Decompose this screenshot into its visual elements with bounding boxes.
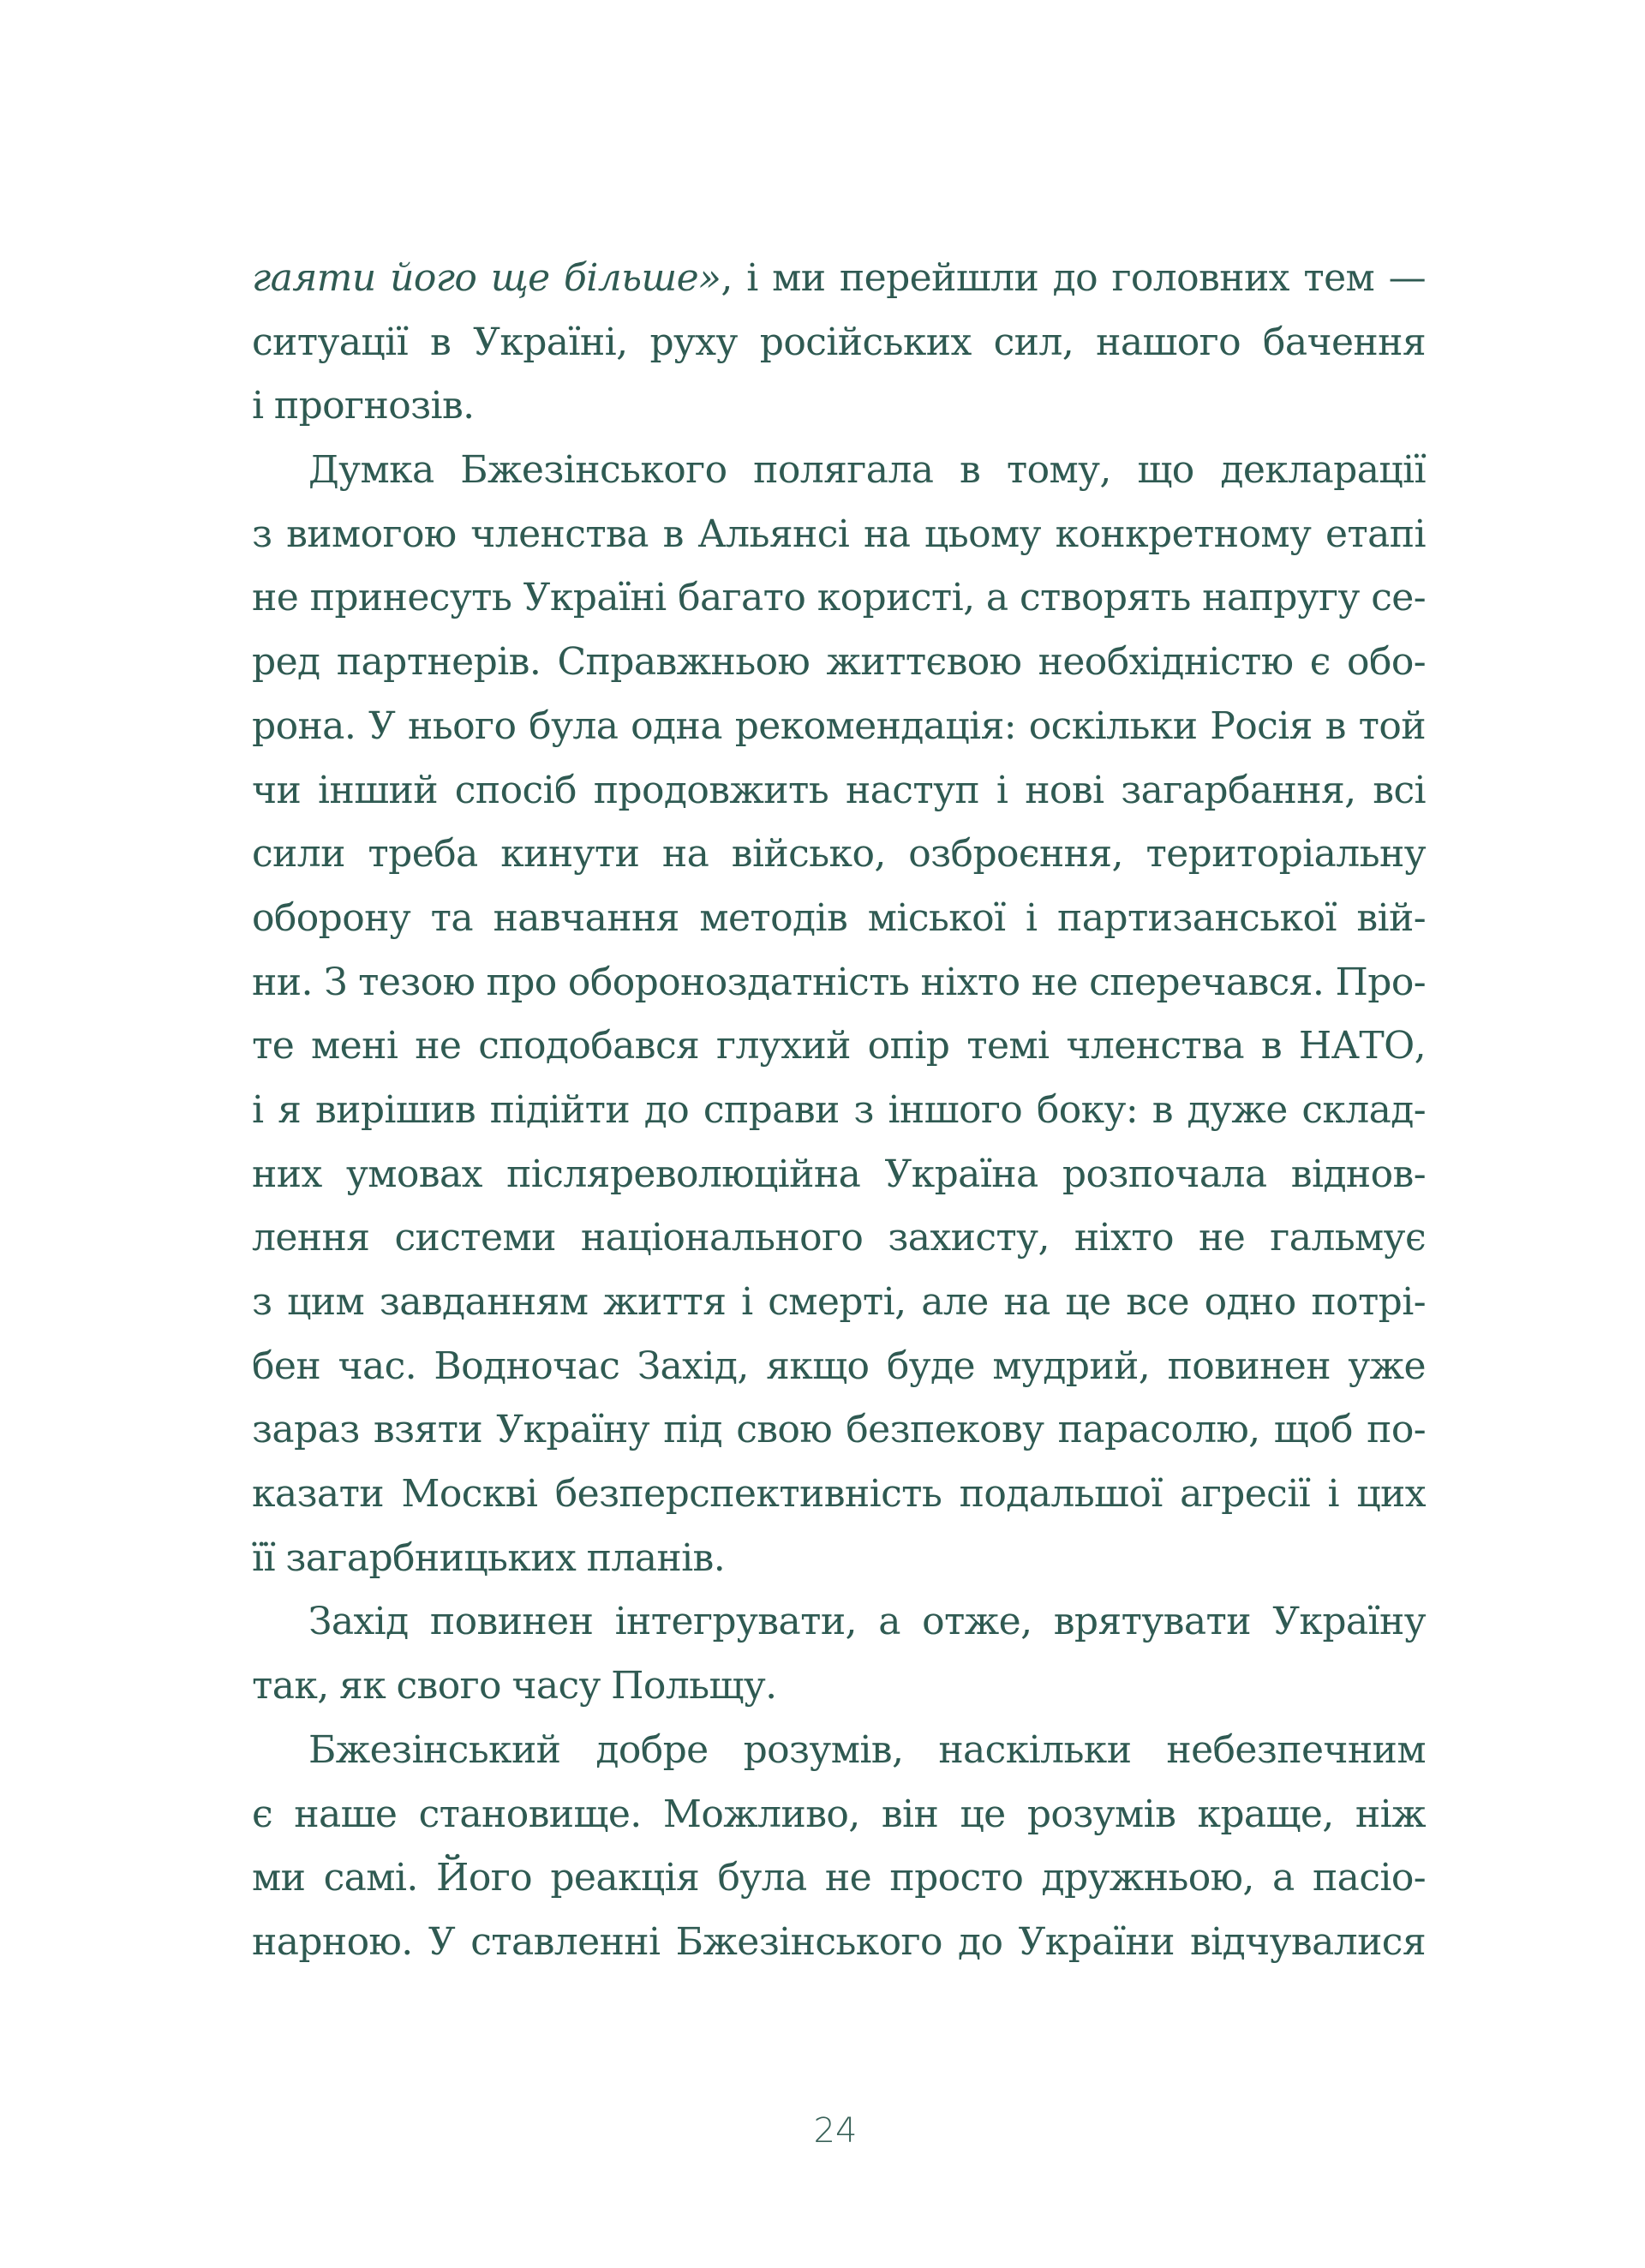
text-line: лення системи національного захисту, ніхто не гальмує (252, 1216, 1426, 1260)
text-line: гаяти його ще більше», і ми перейшли до головних тем — (252, 256, 1426, 300)
text-line: нарною. У ставленні Бжезінського до України відчувалися (252, 1919, 1426, 1964)
paragraph (252, 1719, 1426, 1975)
text-line: оборону та навчання методів міської і партизанської вій- (252, 895, 1426, 940)
text-line: те мені не сподобався глухий опір темі членства в НАТО, (252, 1024, 1426, 1068)
text-line: Бжезінський добре розумів, наскільки небезпечним (308, 1727, 1426, 1772)
italic-quote: гаяти його ще більше» (252, 256, 721, 300)
text-line: рона. У нього була одна рекомендація: оскільки Росія в той (252, 703, 1426, 748)
text-line: ситуації в Україні, руху російських сил, нашого бачення (252, 320, 1426, 364)
body-text (252, 247, 1426, 1975)
paragraph (252, 439, 1426, 1590)
text-line: з вимогою членства в Альянсі на цьому конкретному етапі (252, 512, 1426, 556)
text-line: ред партнерів. Справжньою життєвою необхідністю є обо- (252, 640, 1426, 685)
text-line: Думка Бжезінського полягала в тому, що декларації (308, 448, 1426, 493)
text-line: і прогнозів. (252, 384, 475, 428)
text-line: є наше становище. Можливо, він це розумів краще, ніж (252, 1792, 1426, 1836)
text-line: її загарбницьких планів. (252, 1535, 726, 1580)
paragraph (252, 1590, 1426, 1718)
text-line: казати Москві безперспективність подальшої агресії і цих (252, 1472, 1426, 1517)
text-line: з цим завданням життя і смерті, але на це все одно потрі- (252, 1280, 1426, 1324)
text-line: і я вирішив підійти до справи з іншого боку: в дуже склад- (252, 1087, 1426, 1132)
text-line: Захід повинен інтегрувати, а отже, врятувати Україну (308, 1600, 1426, 1644)
text-line: зараз взяти Україну під свою безпекову парасолю, щоб по- (252, 1408, 1426, 1452)
text-line: ми самі. Його реакція була не просто дружньою, а пасіо- (252, 1856, 1426, 1900)
text-line: них умовах післяреволюційна Україна розпочала віднов- (252, 1152, 1426, 1196)
text-line: бен час. Водночас Захід, якщо буде мудрий, повинен уже (252, 1343, 1426, 1388)
text-line: не принесуть Україні багато користі, а створять напругу се- (252, 576, 1426, 620)
text-line: так, як свого часу Польщу. (252, 1664, 777, 1708)
paragraph (252, 247, 1426, 439)
page-number: 24 (813, 2111, 858, 2151)
text-line: чи інший спосіб продовжить наступ і нові загарбання, всі (252, 768, 1426, 812)
text-line: ни. З тезою про обороноздатність ніхто не сперечався. Про- (252, 960, 1426, 1004)
text-line: сили треба кинути на військо, озброєння, територіальну (252, 832, 1426, 877)
